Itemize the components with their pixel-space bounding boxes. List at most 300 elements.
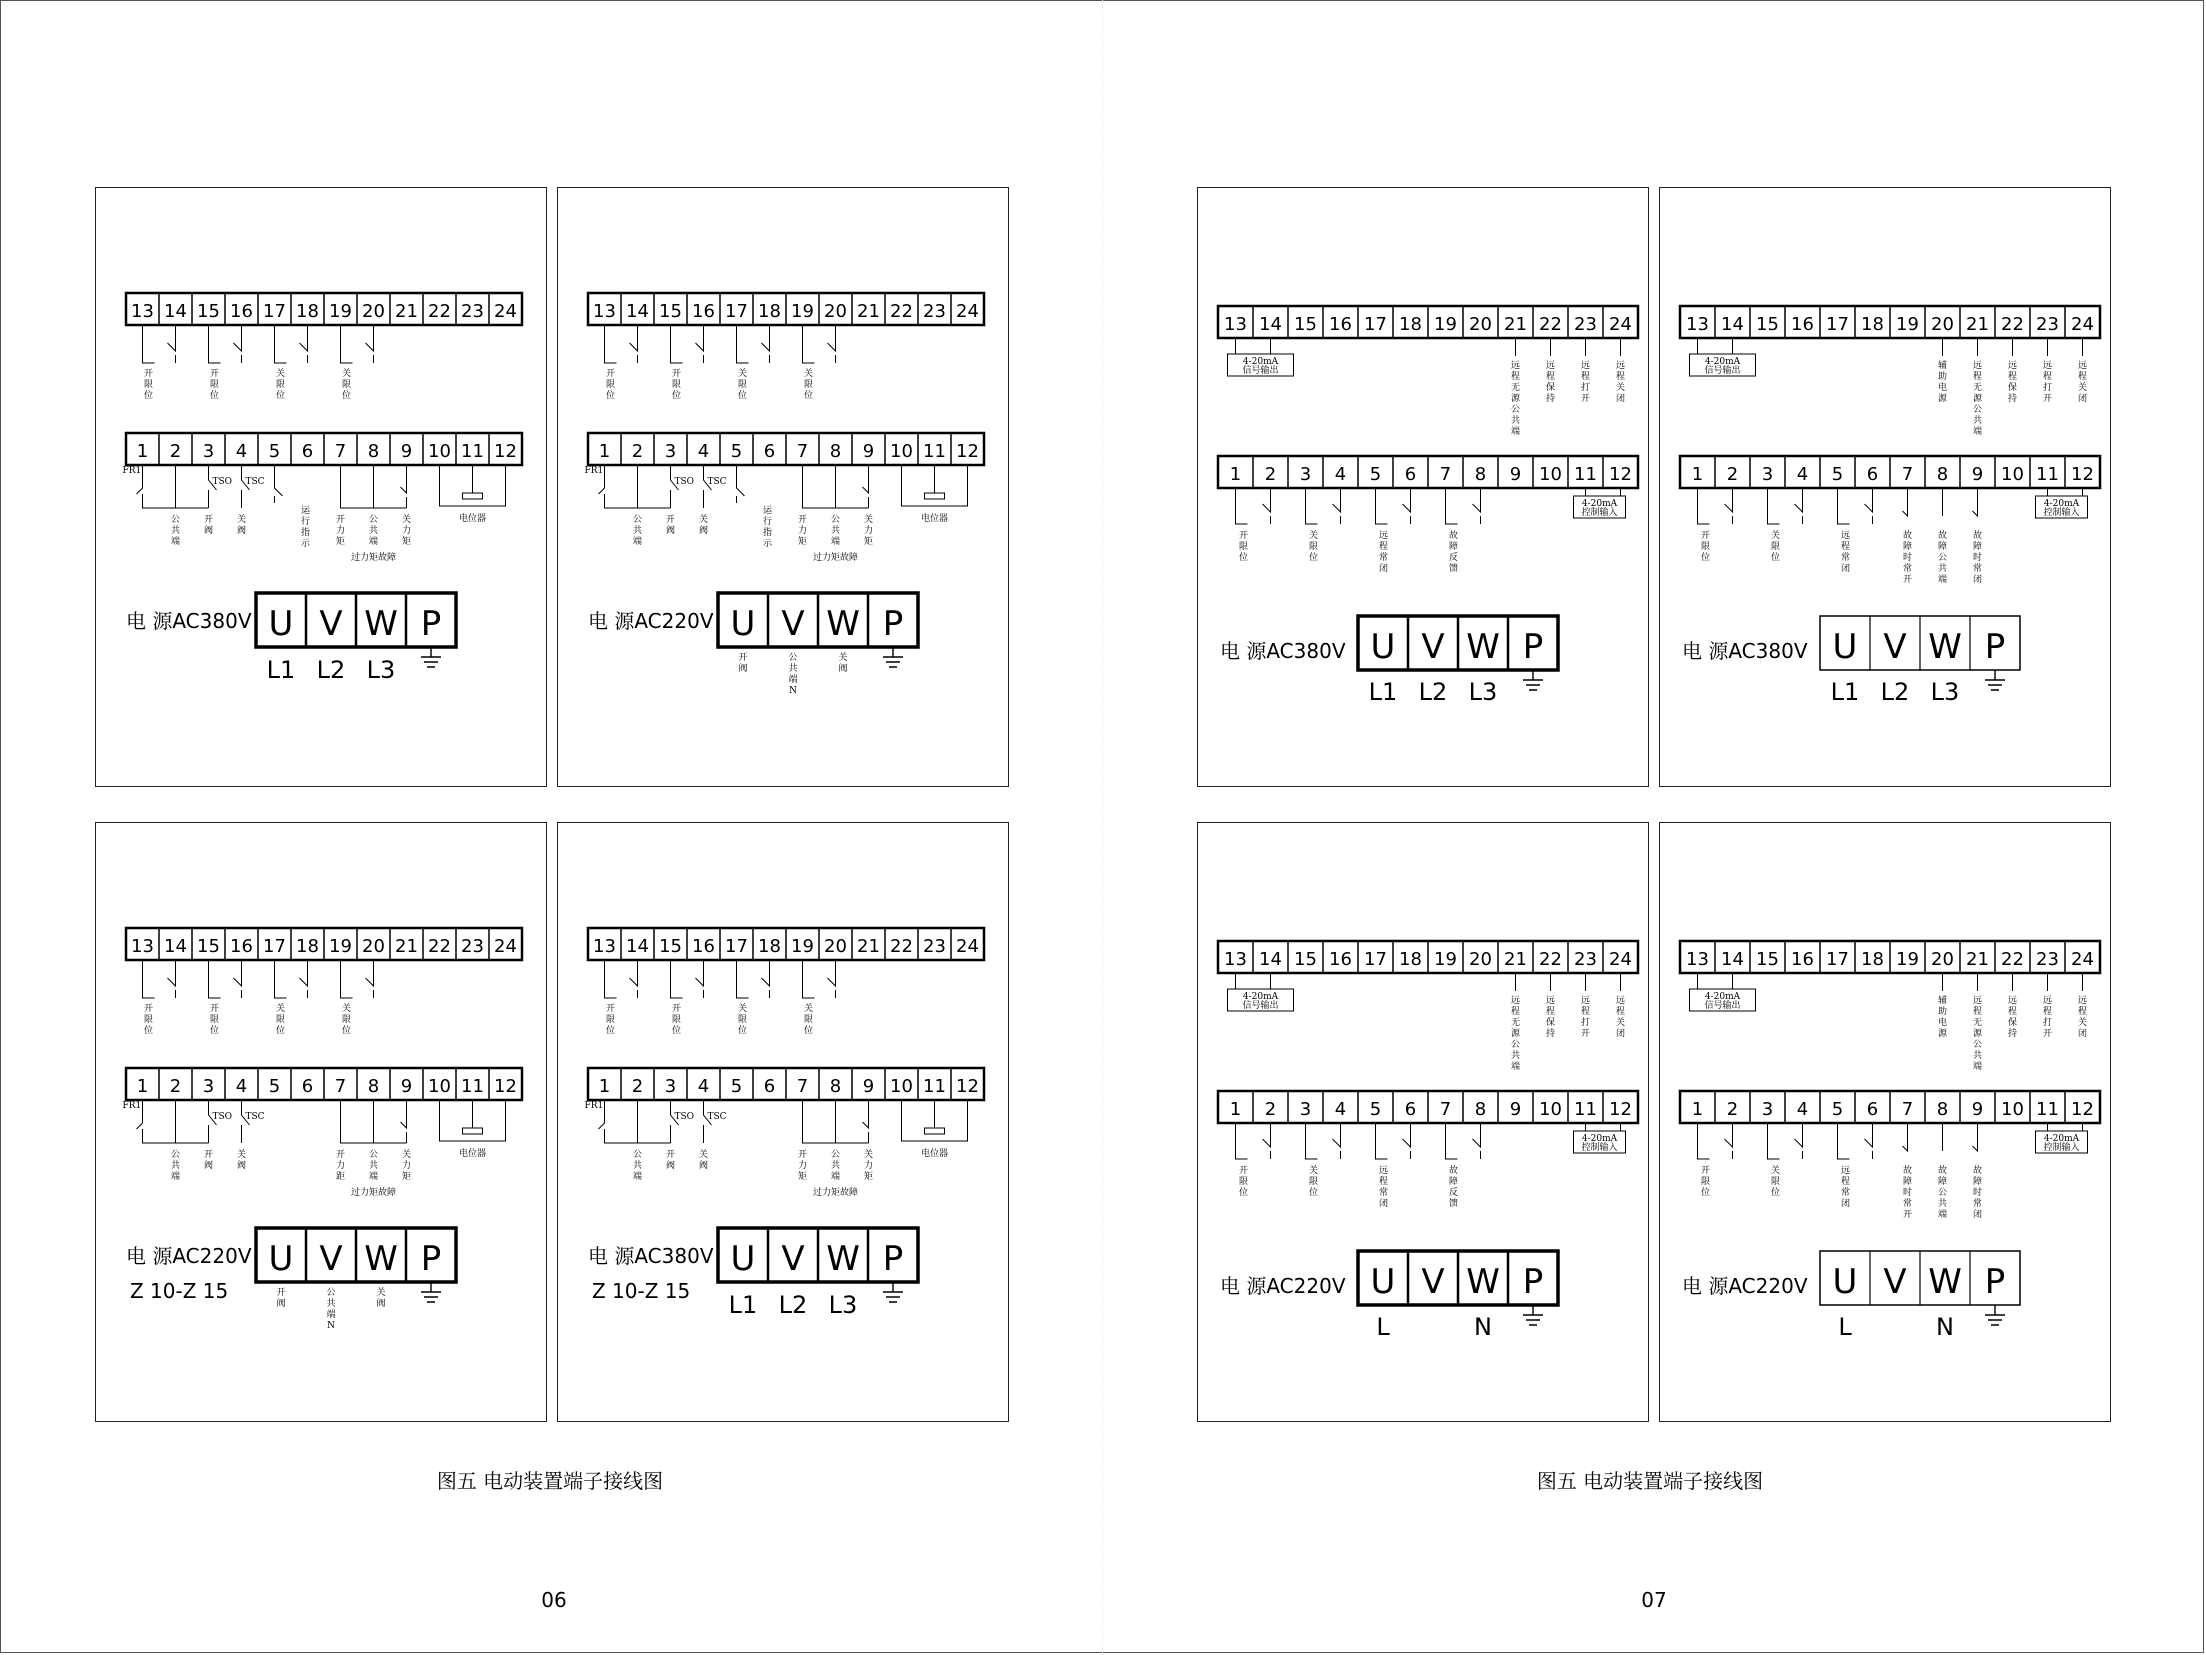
remote-label-1: 远程无源公共端 — [1972, 361, 1983, 437]
tsc-label: TSC — [245, 1112, 265, 1122]
control-input-range: 4-20mA — [1581, 499, 1618, 509]
bottom-label-close: 关阀 — [698, 515, 709, 536]
uvwp-letter-0: U — [268, 1239, 294, 1279]
uvwp-letter-2: W — [1928, 627, 1962, 667]
potentiometer-label: 电位器 — [920, 514, 949, 524]
terminal-number: 20 — [1469, 314, 1492, 335]
remote-label-1: 远程保持 — [1545, 361, 1556, 404]
terminal-number: 8 — [367, 441, 380, 462]
terminal-number: 10 — [2001, 1099, 2024, 1120]
terminal-number: 7 — [334, 441, 347, 462]
bottom-label-common: 公共端 — [170, 515, 181, 547]
remote-label-2: 远程打开 — [1580, 361, 1591, 404]
bottom-contact-label-0: 开限位 — [1700, 531, 1711, 563]
model-label: Z 10-Z 15 — [130, 1279, 229, 1303]
terminal-number: 7 — [796, 441, 809, 462]
bottom-terminal-strip — [1680, 456, 2100, 488]
terminal-number: 15 — [1756, 949, 1779, 970]
thermal-switch — [599, 1100, 671, 1143]
terminal-number: 20 — [1931, 949, 1954, 970]
terminal-number: 13 — [1686, 314, 1709, 335]
switch-contact — [1446, 1123, 1481, 1159]
signal-output-wires — [1698, 973, 1733, 989]
terminal-number: 21 — [395, 936, 418, 957]
terminal-number: 17 — [1364, 314, 1387, 335]
terminal-number: 21 — [1504, 314, 1527, 335]
terminal-number: 3 — [1761, 1099, 1774, 1120]
power-label: 电 源AC380V — [126, 609, 252, 633]
terminal-number: 3 — [202, 1076, 215, 1097]
terminal-number: 18 — [758, 301, 781, 322]
top-contact-label: 开限位 — [605, 369, 616, 401]
terminal-number: 3 — [1299, 1099, 1312, 1120]
remote-label-0: 远程无源公共端 — [1510, 361, 1521, 437]
top-contact-label: 关限位 — [341, 1004, 352, 1036]
terminal-number: 16 — [1329, 314, 1352, 335]
terminal-number: 22 — [1539, 949, 1562, 970]
phase-small-label-0: 开阀 — [738, 653, 748, 674]
terminal-number: 14 — [626, 301, 649, 322]
uvwp-letter-0: U — [1832, 1262, 1858, 1302]
potentiometer-label: 电位器 — [458, 514, 487, 524]
terminal-number: 12 — [1609, 464, 1632, 485]
phase-label-2: L3 — [366, 656, 396, 684]
switch-contact — [1376, 488, 1411, 524]
diagram-panel-06-bottom-left — [95, 822, 547, 1422]
bottom-contact-label-1: 关限位 — [1770, 531, 1781, 563]
terminal-number: 7 — [1439, 464, 1452, 485]
terminal-number: 13 — [131, 301, 154, 322]
terminal-number: 10 — [428, 1076, 451, 1097]
uvwp-letter-3: P — [1984, 627, 2006, 667]
top-contact-label: 关限位 — [803, 369, 814, 401]
terminal-number: 9 — [1971, 464, 1984, 485]
diagram-panel-06-top-right — [557, 187, 1009, 787]
terminal-number: 13 — [1686, 949, 1709, 970]
bottom-label-open: 开阀 — [203, 515, 214, 536]
control-input-label: 控制输入 — [1581, 1143, 1618, 1153]
terminal-number: 10 — [890, 441, 913, 462]
switch-contact — [671, 325, 704, 363]
top-contact-label: 开限位 — [671, 1004, 682, 1036]
ground-icon — [883, 1282, 903, 1302]
switch-contact — [341, 325, 374, 363]
switch-contact — [605, 960, 638, 998]
bottom-label-run-indicator: 运行指示 — [300, 506, 311, 549]
terminal-number: 4 — [1334, 464, 1347, 485]
ground-icon — [421, 1282, 441, 1302]
terminal-number: 7 — [796, 1076, 809, 1097]
terminal-number: 15 — [1294, 314, 1317, 335]
fault-contact — [1903, 488, 1908, 516]
tsc-label: TSC — [245, 477, 265, 487]
terminal-number: 12 — [2071, 1099, 2094, 1120]
bottom-label-close-torque: 关力矩 — [401, 1150, 412, 1182]
uvwp-letter-2: W — [1466, 1262, 1500, 1302]
top-contact-label: 开限位 — [605, 1004, 616, 1036]
terminal-number: 24 — [494, 936, 517, 957]
phase-label-0: L — [1838, 1313, 1852, 1341]
switch-contact — [1376, 1123, 1411, 1159]
terminal-number: 14 — [1721, 949, 1744, 970]
terminal-number: 9 — [1971, 1099, 1984, 1120]
bottom-label-common-2: 公共端 — [830, 1150, 841, 1182]
signal-output-wires — [1236, 973, 1271, 989]
phase-small-label-1: 公共端 N — [788, 653, 798, 696]
top-contact-label: 关限位 — [803, 1004, 814, 1036]
terminal-number: 21 — [395, 301, 418, 322]
bottom-contact-label-2: 远程常闭 — [1378, 1166, 1389, 1209]
terminal-number: 19 — [1896, 314, 1919, 335]
terminal-number: 12 — [956, 1076, 979, 1097]
bottom-contact-label-1: 关限位 — [1308, 531, 1319, 563]
switch-contact — [1446, 488, 1481, 524]
terminal-number: 1 — [1229, 1099, 1242, 1120]
bottom-terminal-strip — [126, 433, 522, 465]
terminal-number: 9 — [1509, 1099, 1522, 1120]
wiring-diagram — [1660, 823, 2112, 1423]
terminal-number: 17 — [263, 936, 286, 957]
bottom-contact-label-0: 开限位 — [1238, 1166, 1249, 1198]
terminal-number: 18 — [1399, 949, 1422, 970]
remote-label-3: 远程关闭 — [1615, 361, 1626, 404]
switch-contact — [803, 325, 836, 363]
tso-label: TSO — [212, 477, 233, 487]
remote-label-2: 远程保持 — [2007, 996, 2018, 1039]
terminal-number: 10 — [2001, 464, 2024, 485]
terminal-number: 6 — [1866, 1099, 1879, 1120]
terminal-number: 3 — [1761, 464, 1774, 485]
bottom-contact-label-0: 开限位 — [1700, 1166, 1711, 1198]
control-input-range: 4-20mA — [1581, 1134, 1618, 1144]
terminal-number: 5 — [730, 1076, 743, 1097]
terminal-number: 16 — [1791, 949, 1814, 970]
potentiometer-label: 电位器 — [458, 1149, 487, 1159]
fault-label-1: 故障公共端 — [1937, 531, 1948, 585]
terminal-number: 23 — [923, 301, 946, 322]
uvwp-letter-3: P — [1522, 627, 1544, 667]
bottom-label-close: 关阀 — [698, 1150, 709, 1171]
top-terminal-strip — [1680, 941, 2100, 973]
switch-contact — [1698, 488, 1733, 524]
potentiometer-icon — [925, 493, 945, 499]
power-label: 电 源AC220V — [126, 1244, 252, 1268]
terminal-number: 19 — [329, 936, 352, 957]
fault-contact — [1973, 1123, 1978, 1151]
terminal-number: 16 — [1329, 949, 1352, 970]
uvwp-letter-0: U — [1370, 1262, 1396, 1302]
terminal-number: 5 — [730, 441, 743, 462]
switch-contact — [143, 325, 176, 363]
tso-label: TSO — [212, 1112, 233, 1122]
switch-contact — [1698, 1123, 1733, 1159]
phase-label-2: L3 — [1468, 678, 1498, 706]
terminal-number: 15 — [659, 936, 682, 957]
terminal-number: 24 — [2071, 949, 2094, 970]
ground-icon — [1523, 1305, 1543, 1325]
terminal-number: 22 — [2001, 949, 2024, 970]
power-label: 电 源AC220V — [1220, 1274, 1346, 1298]
top-contact-label: 开限位 — [143, 369, 154, 401]
terminal-number: 24 — [1609, 949, 1632, 970]
terminal-number: 9 — [862, 1076, 875, 1097]
terminal-number: 11 — [461, 1076, 484, 1097]
terminal-number: 16 — [1791, 314, 1814, 335]
torque-fault-contacts — [341, 465, 407, 508]
top-terminal-strip — [588, 928, 984, 960]
terminal-number: 6 — [763, 441, 776, 462]
terminal-number: 14 — [1259, 314, 1282, 335]
top-contact-label: 关限位 — [341, 369, 352, 401]
terminal-number: 18 — [1861, 949, 1884, 970]
remote-label-4: 远程关闭 — [2077, 996, 2088, 1039]
terminal-number: 14 — [164, 936, 187, 957]
figure-caption-left: 图五 电动装置端子接线图 — [436, 1469, 664, 1493]
terminal-number: 16 — [230, 301, 253, 322]
uvwp-letter-2: W — [1466, 627, 1500, 667]
terminal-number: 24 — [494, 301, 517, 322]
tso-label: TSO — [674, 1112, 695, 1122]
terminal-number: 21 — [857, 301, 880, 322]
wiring-diagram — [96, 823, 548, 1423]
terminal-number: 14 — [1721, 314, 1744, 335]
phase-label-1: L2 — [778, 1291, 808, 1319]
terminal-number: 23 — [2036, 949, 2059, 970]
uvwp-letter-2: W — [826, 604, 860, 644]
potentiometer-icon — [925, 1128, 945, 1134]
terminal-number: 23 — [1574, 949, 1597, 970]
signal-output-range: 4-20mA — [1704, 992, 1741, 1002]
terminal-number: 7 — [1901, 464, 1914, 485]
fault-label: 过力矩故障 — [350, 1188, 397, 1198]
terminal-number: 13 — [131, 936, 154, 957]
phase-small-label-2: 关阀 — [838, 653, 848, 674]
bottom-terminal-strip — [1218, 456, 1638, 488]
terminal-number: 11 — [1574, 464, 1597, 485]
terminal-number: 22 — [890, 936, 913, 957]
potentiometer-wiring — [902, 1100, 968, 1141]
terminal-number: 12 — [956, 441, 979, 462]
figure-caption-right: 图五 电动装置端子接线图 — [1536, 1469, 1764, 1493]
terminal-number: 8 — [1936, 1099, 1949, 1120]
terminal-number: 23 — [1574, 314, 1597, 335]
diagram-panel-07-top-right — [1659, 187, 2111, 787]
remote-label-2: 远程保持 — [2007, 361, 2018, 404]
terminal-number: 13 — [593, 301, 616, 322]
terminal-number: 3 — [202, 441, 215, 462]
wiring-diagram — [1660, 188, 2112, 788]
top-contact-label: 关限位 — [737, 1004, 748, 1036]
phase-label-2: L3 — [828, 1291, 858, 1319]
terminal-number: 19 — [1434, 314, 1457, 335]
diagram-panel-07-bottom-left — [1197, 822, 1649, 1422]
uvwp-letter-1: V — [1421, 1262, 1445, 1302]
signal-output-range: 4-20mA — [1242, 992, 1279, 1002]
terminal-number: 9 — [400, 441, 413, 462]
power-label: 电 源AC380V — [588, 1244, 714, 1268]
top-terminal-strip — [1218, 941, 1638, 973]
signal-output-label: 信号输出 — [1704, 1001, 1741, 1011]
switch-contact — [209, 960, 242, 998]
terminal-number: 17 — [1364, 949, 1387, 970]
uvwp-letter-2: W — [1928, 1262, 1962, 1302]
switch-contact — [275, 960, 308, 998]
fault-contact — [1903, 1123, 1908, 1151]
terminal-number: 9 — [400, 1076, 413, 1097]
terminal-number: 24 — [956, 301, 979, 322]
switch-contact — [1306, 488, 1341, 524]
switch-contact — [275, 325, 308, 363]
potentiometer-label: 电位器 — [920, 1149, 949, 1159]
bottom-label-close: 关阀 — [236, 515, 247, 536]
power-label: 电 源AC380V — [1220, 639, 1346, 663]
terminal-number: 20 — [362, 936, 385, 957]
potentiometer-wiring — [902, 465, 968, 506]
terminal-number: 12 — [494, 1076, 517, 1097]
bottom-label-open-torque: 开力矩 — [797, 515, 808, 547]
diagram-panel-07-bottom-right — [1659, 822, 2111, 1422]
terminal-number: 6 — [763, 1076, 776, 1097]
terminal-number: 19 — [1896, 949, 1919, 970]
wiring-diagram — [558, 188, 1010, 788]
control-input-label: 控制输入 — [1581, 508, 1618, 518]
terminal-number: 11 — [2036, 464, 2059, 485]
switch-contact — [1236, 1123, 1271, 1159]
wiring-diagram — [558, 823, 1010, 1423]
terminal-number: 12 — [1609, 1099, 1632, 1120]
terminal-number: 4 — [697, 441, 710, 462]
terminal-number: 5 — [1369, 464, 1382, 485]
fault-label-0: 故障时常开 — [1902, 531, 1913, 585]
top-contact-label: 关限位 — [275, 369, 286, 401]
terminal-number: 22 — [428, 301, 451, 322]
terminal-number: 11 — [923, 1076, 946, 1097]
switch-contact — [209, 325, 242, 363]
top-contact-label: 开限位 — [209, 369, 220, 401]
uvwp-letter-1: V — [319, 604, 343, 644]
uvwp-letter-2: W — [826, 1239, 860, 1279]
bottom-terminal-strip — [588, 433, 984, 465]
uvwp-letter-1: V — [1883, 1262, 1907, 1302]
terminal-number: 20 — [362, 301, 385, 322]
terminal-number: 2 — [169, 1076, 182, 1097]
switch-contact — [341, 960, 374, 998]
terminal-number: 8 — [1474, 1099, 1487, 1120]
terminal-number: 22 — [2001, 314, 2024, 335]
terminal-number: 17 — [725, 936, 748, 957]
terminal-number: 15 — [1294, 949, 1317, 970]
switch-contact — [1306, 1123, 1341, 1159]
terminal-number: 22 — [1539, 314, 1562, 335]
top-terminal-strip — [126, 928, 522, 960]
uvwp-letter-3: P — [882, 1239, 904, 1279]
fault-contact — [1973, 488, 1978, 516]
terminal-number: 22 — [890, 301, 913, 322]
page-number-left: 06 — [541, 1588, 567, 1612]
terminal-number: 1 — [598, 1076, 611, 1097]
thermal-switch — [137, 465, 209, 508]
terminal-number: 24 — [956, 936, 979, 957]
terminal-number: 5 — [268, 441, 281, 462]
remote-label-3: 远程打开 — [2042, 996, 2053, 1039]
bottom-terminal-strip — [588, 1068, 984, 1100]
uvwp-letter-1: V — [1421, 627, 1445, 667]
terminal-number: 1 — [136, 441, 149, 462]
bottom-label-common: 公共端 — [632, 1150, 643, 1182]
phase-label-1: N — [1474, 1313, 1492, 1341]
terminal-number: 22 — [428, 936, 451, 957]
terminal-number: 23 — [461, 936, 484, 957]
terminal-number: 17 — [1826, 949, 1849, 970]
terminal-number: 3 — [1299, 464, 1312, 485]
terminal-number: 19 — [329, 301, 352, 322]
terminal-number: 16 — [692, 936, 715, 957]
signal-output-range: 4-20mA — [1242, 357, 1279, 367]
terminal-number: 5 — [1369, 1099, 1382, 1120]
terminal-number: 20 — [1931, 314, 1954, 335]
bottom-contact-label-2: 远程常闭 — [1840, 1166, 1851, 1209]
terminal-number: 15 — [197, 936, 220, 957]
signal-output-label: 信号输出 — [1242, 1001, 1279, 1011]
terminal-number: 20 — [1469, 949, 1492, 970]
fr1-label: FR1 — [122, 1101, 142, 1111]
terminal-number: 2 — [1726, 464, 1739, 485]
power-label: 电 源AC220V — [588, 609, 714, 633]
fault-label: 过力矩故障 — [350, 553, 397, 563]
wiring-diagram — [1198, 823, 1650, 1423]
wiring-diagram — [96, 188, 548, 788]
bottom-terminal-strip — [126, 1068, 522, 1100]
phase-label-1: L2 — [316, 656, 346, 684]
terminal-number: 19 — [1434, 949, 1457, 970]
potentiometer-wiring — [440, 465, 506, 506]
diagram-panel-07-top-left — [1197, 187, 1649, 787]
signal-output-label: 信号输出 — [1704, 366, 1741, 376]
terminal-number: 5 — [268, 1076, 281, 1097]
terminal-number: 20 — [824, 936, 847, 957]
top-terminal-strip — [126, 293, 522, 325]
terminal-number: 4 — [1796, 1099, 1809, 1120]
terminal-number: 13 — [593, 936, 616, 957]
uvwp-letter-0: U — [268, 604, 294, 644]
phase-label-0: L1 — [1830, 678, 1860, 706]
signal-output-wires — [1236, 338, 1271, 354]
bottom-contact-label-2: 远程常闭 — [1840, 531, 1851, 574]
bottom-label-open-torque: 开力矩 — [335, 515, 346, 547]
fr1-label: FR1 — [584, 1101, 604, 1111]
terminal-number: 11 — [461, 441, 484, 462]
bottom-terminal-strip — [1680, 1091, 2100, 1123]
terminal-number: 3 — [664, 1076, 677, 1097]
top-terminal-strip — [1680, 306, 2100, 338]
switch-contact — [737, 960, 770, 998]
terminal-number: 11 — [923, 441, 946, 462]
bottom-label-close-torque: 关力矩 — [863, 1150, 874, 1182]
ground-icon — [1985, 670, 2005, 690]
torque-fault-contacts — [341, 1100, 407, 1143]
terminal-number: 1 — [136, 1076, 149, 1097]
power-label: 电 源AC380V — [1682, 639, 1808, 663]
bottom-contact-label-2: 远程常闭 — [1378, 531, 1389, 574]
signal-output-wires — [1698, 338, 1733, 354]
terminal-number: 18 — [296, 301, 319, 322]
potentiometer-wiring — [440, 1100, 506, 1141]
bottom-label-close-torque: 关力矩 — [401, 515, 412, 547]
terminal-number: 1 — [1691, 1099, 1704, 1120]
terminal-number: 2 — [169, 441, 182, 462]
bottom-label-open: 开阀 — [665, 515, 676, 536]
phase-small-label-2: 关阀 — [376, 1288, 386, 1309]
